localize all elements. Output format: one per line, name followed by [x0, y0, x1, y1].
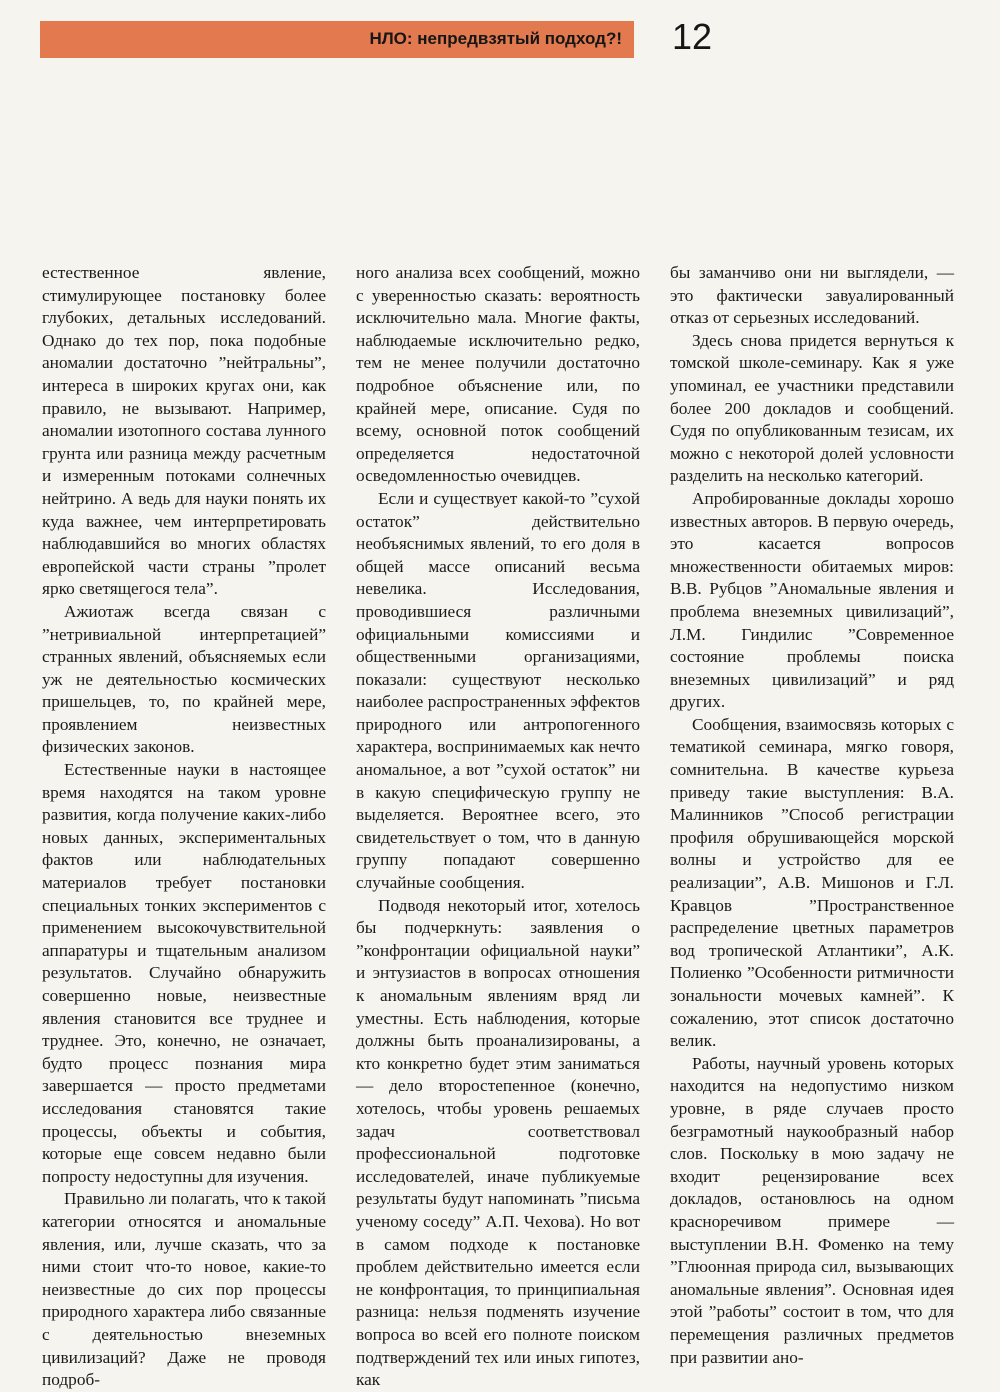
- text-column-3: [670, 262, 954, 1369]
- paragraph: Правильно ли полагать, что к такой категории относятся и аномальные явления, или, лучше сказать, что за ними стоит что-то новое, какие-то неизвестные до сих пор процессы природного характера либо связанные с деятельностью внеземных цивилизаций? Даже не проводя подроб-: [42, 1189, 326, 1390]
- paragraph: Сообщения, взаимосвязь которых с тематикой семинара, мягко говоря, сомнительна. В качестве курьеза приведу такие выступления: В.А. Малинников ”Способ регистрации профиля обрушивающейся морской волны и устройство для ее реализации”, А.В. Мишонов и Г.Л. Кравцов ”Пространственное распределение цветных параметров вод тропической Атлантики”, А.К. Полиенко ”Особенности ритмичности зональности мочевых камней”. К сожалению, этот список достаточно велик.: [670, 714, 954, 1051]
- text-column-1: [42, 262, 326, 1392]
- paragraph: ного анализа всех сообщений, можно с уверенностью сказать: вероятность исключительно мала. Многие факты, наблюдаемые исключительно редко, тем не менее получили достаточно подробное объяснение или, по крайней мере, описание. Судя по всему, основной поток сообщений определяется недостаточной осведомленностью очевидцев.: [356, 263, 640, 486]
- paragraph: Подводя некоторый итог, хотелось бы подчеркнуть: заявления о ”конфронтации официальной науки” и энтузиастов в вопросах отношения к аномальным явлениям вряд ли уместны. Есть наблюдения, которые должны быть проанализированы, а кто конкретно будет этим заниматься — дело второстепенное (конечно, хотелось, чтобы уровень решаемых задач соответствовал профессиональной подготовке исследователей, иначе публикуемые результаты будут напоминать ”письма ученому соседу” А.П. Чехова). Но вот в самом подходе к постановке проблем действительно имеется если не конфронтация, то принципиальная разница: нельзя подменять изучение вопроса во всей его полноте поиском подтверждений тех или иных гипотез, как: [356, 895, 640, 1390]
- page-number: 12: [672, 16, 713, 57]
- paragraph: бы заманчиво они ни выглядели, — это фактически завуалированный отказ от серьезных исследований.: [670, 263, 954, 328]
- section-title: НЛО: непредвзятый подход?!: [369, 29, 622, 48]
- text-column-2: [356, 262, 640, 1392]
- paragraph: Ажиотаж всегда связан с ”нетривиальной интерпретацией” странных явлений, объясняемых если уж не деятельностью космических пришельцев, то, по крайней мере, проявлением неизвестных физических законов.: [42, 601, 326, 757]
- paragraph: Если и существует какой-то ”сухой остаток” действительно необъяснимых явлений, то его доля в общей массе описаний весьма невелика. Исследования, проводившиеся различными официальными комиссиями и общественными организациями, показали: существуют несколько наиболее распространенных эффектов природного или антропогенного характера, воспринимаемых как нечто аномальное, а вот ”сухой остаток” ни в какую специфическую группу не выделяется. Вероятнее всего, это свидетельствует о том, что в данную группу попадают совершенно случайные сообщения.: [356, 488, 640, 893]
- paragraph: Работы, научный уровень которых находится на недопустимо низком уровне, в ряде случаев просто безграмотный наукообразный набор слов. Поскольку в мою задачу не входит рецензирование всех докладов, остановлюсь на одном красноречивом примере — выступлении В.Н. Фоменко на тему ”Глюонная природа сил, вызывающих аномальные явления”. Основная идея этой ”работы” состоит в том, что для перемещения различных предметов при развитии ано-: [670, 1053, 954, 1367]
- paragraph: Естественные науки в настоящее время находятся на таком уровне развития, когда получение каких-либо новых данных, экспериментальных фактов или наблюдательных материалов требует постановки специальных тонких экспериментов с применением высокочувствительной аппаратуры и тщательным анализом результатов. Случайно обнаружить совершенно новые, неизвестные явления становится все труднее и труднее. Это, конечно, не означает, будто процесс познания мира завершается — просто предметами исследования становятся такие процессы, объекты и события, которые еще совсем недавно были попросту недоступны для изучения.: [42, 760, 326, 1186]
- paragraph: Апробированные доклады хорошо известных авторов. В первую очередь, это касается вопросов множественности обитаемых миров: В.В. Рубцов ”Аномальные явления и проблема внеземных цивилизаций”, Л.М. Гиндилис ”Современное состояние проблемы поиска внеземных цивилизаций” и ряд других.: [670, 488, 954, 712]
- paragraph: естественное явление, стимулирующее постановку более глубоких, детальных исследований. Однако до тех пор, пока подобные аномалии достаточно ”нейтральны”, интереса в широких кругах они, как правило, не вызывают. Например, аномалии изотопного состава лунного грунта или разница между расчетным и измеренным потоками солнечных нейтрино. А ведь для науки понять их куда важнее, чем интерпретировать наблюдавшийся во многих областях европейской части страны ”пролет ярко светящегося тела”.: [42, 263, 326, 599]
- section-header-bar: [40, 21, 634, 58]
- paragraph: Здесь снова придется вернуться к томской школе-семинару. Как я уже упоминал, ее участники представили более 200 докладов и сообщений. Судя по опубликованным тезисам, их можно с некоторой долей условности разделить на несколько категорий.: [670, 330, 954, 486]
